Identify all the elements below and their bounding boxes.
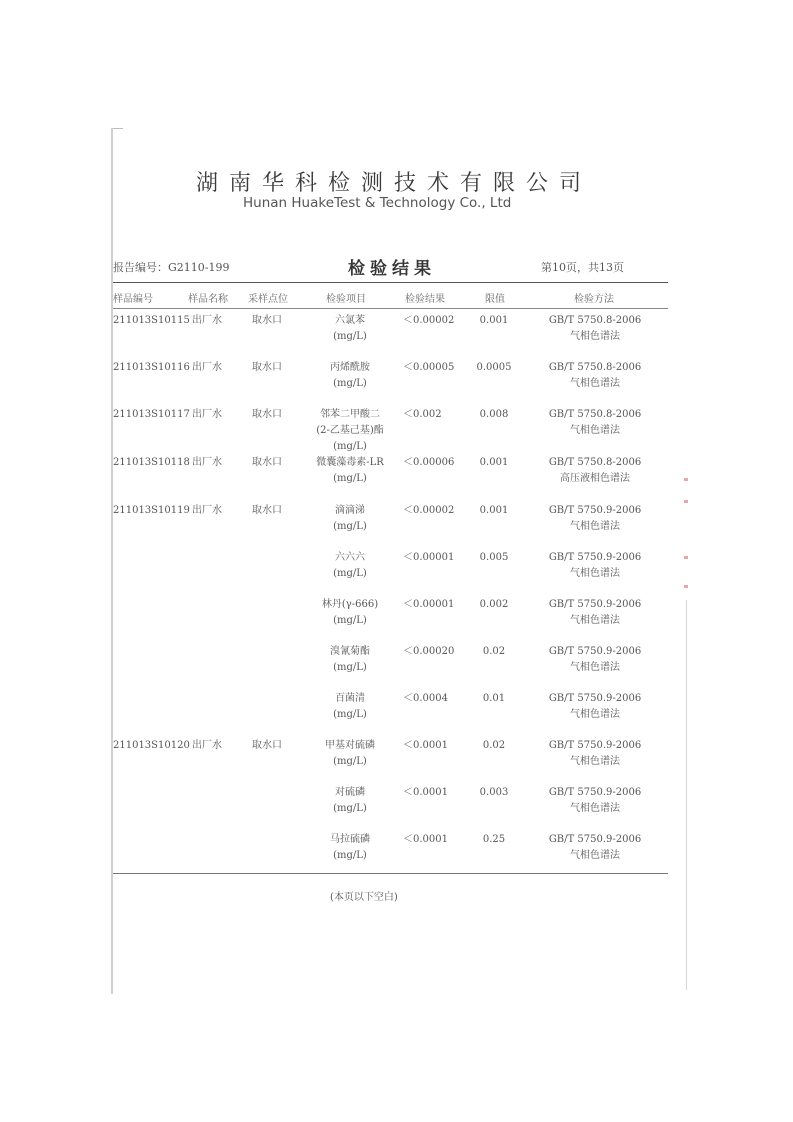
column-header-sample-no: 样品编号 bbox=[113, 294, 153, 305]
cell-test-item: (mg/L) bbox=[333, 331, 367, 342]
column-header-limit: 限值 bbox=[485, 294, 505, 305]
cell-test-item: 滴滴涕 bbox=[335, 505, 365, 516]
company-name-english: Hunan HuakeTest & Technology Co., Ltd bbox=[243, 195, 512, 211]
column-header-test-method: 检验方法 bbox=[574, 294, 614, 305]
cell-test-result: ＜0.0004 bbox=[403, 693, 448, 704]
cell-test-item: 六氯苯 bbox=[335, 315, 365, 326]
cell-sample-name: 出厂水 bbox=[192, 315, 222, 326]
cell-test-method: GB/T 5750.8-2006 bbox=[548, 409, 642, 420]
cell-test-item: (mg/L) bbox=[333, 378, 367, 389]
cell-test-method: GB/T 5750.8-2006 bbox=[548, 315, 642, 326]
cell-test-result: ＜0.00002 bbox=[403, 315, 455, 326]
cell-test-item: 邻苯二甲酸二 bbox=[320, 409, 380, 420]
cell-test-item: (mg/L) bbox=[333, 441, 367, 452]
cell-test-item: 马拉硫磷 bbox=[330, 834, 370, 845]
cell-sample-name: 出厂水 bbox=[192, 457, 222, 468]
cell-test-method: GB/T 5750.9-2006 bbox=[548, 740, 642, 751]
cell-limit: 0.25 bbox=[482, 834, 506, 845]
cell-limit: 0.002 bbox=[479, 599, 509, 610]
cell-sampling-point: 取水口 bbox=[252, 409, 282, 420]
cell-test-method: GB/T 5750.9-2006 bbox=[548, 646, 642, 657]
cell-test-method: 气相色谱法 bbox=[570, 378, 620, 389]
cell-test-item: 丙烯酰胺 bbox=[330, 362, 370, 373]
cell-test-item: (mg/L) bbox=[333, 662, 367, 673]
red-stamp-mark bbox=[684, 556, 688, 559]
cell-limit: 0.001 bbox=[479, 315, 509, 326]
cell-test-result: ＜0.00020 bbox=[403, 646, 455, 657]
cell-test-result: ＜0.00001 bbox=[403, 552, 455, 563]
blank-below-note: (本页以下空白) bbox=[330, 892, 398, 903]
cell-test-method: 气相色谱法 bbox=[570, 521, 620, 532]
table-header-rule bbox=[113, 308, 668, 309]
cell-test-result: ＜0.00001 bbox=[403, 599, 455, 610]
red-stamp-mark bbox=[684, 500, 688, 503]
cell-test-method: 气相色谱法 bbox=[570, 803, 620, 814]
cell-test-method: GB/T 5750.9-2006 bbox=[548, 787, 642, 798]
page-edge-left bbox=[111, 128, 113, 994]
cell-limit: 0.003 bbox=[479, 787, 509, 798]
column-header-test-result: 检验结果 bbox=[405, 294, 445, 305]
cell-limit: 0.0005 bbox=[476, 362, 512, 373]
cell-limit: 0.02 bbox=[482, 646, 506, 657]
cell-test-method: GB/T 5750.8-2006 bbox=[548, 362, 642, 373]
cell-test-item: (mg/L) bbox=[333, 850, 367, 861]
table-bottom-rule bbox=[113, 873, 668, 874]
cell-limit: 0.01 bbox=[482, 693, 506, 704]
cell-test-item: (mg/L) bbox=[333, 709, 367, 720]
cell-test-method: 气相色谱法 bbox=[570, 709, 620, 720]
cell-test-method: 气相色谱法 bbox=[570, 425, 620, 436]
cell-test-method: 高压液相色谱法 bbox=[560, 473, 630, 484]
cell-test-item: 百菌清 bbox=[335, 693, 365, 704]
cell-test-item: 溴氰菊酯 bbox=[330, 646, 370, 657]
cell-test-result: ＜0.00006 bbox=[403, 457, 455, 468]
cell-test-method: GB/T 5750.9-2006 bbox=[548, 599, 642, 610]
table-top-rule bbox=[113, 282, 668, 283]
cell-test-result: ＜0.0001 bbox=[403, 740, 448, 751]
cell-limit: 0.02 bbox=[482, 740, 506, 751]
cell-sample-no: 211013S10118 bbox=[113, 457, 190, 468]
cell-limit: 0.001 bbox=[479, 505, 509, 516]
cell-test-method: 气相色谱法 bbox=[570, 331, 620, 342]
cell-test-item: 对硫磷 bbox=[335, 787, 365, 798]
cell-sample-name: 出厂水 bbox=[192, 409, 222, 420]
cell-test-item: (mg/L) bbox=[333, 803, 367, 814]
cell-test-method: 气相色谱法 bbox=[570, 756, 620, 767]
cell-test-item: (mg/L) bbox=[333, 521, 367, 532]
cell-test-result: ＜0.0001 bbox=[403, 834, 448, 845]
cell-test-item: (mg/L) bbox=[333, 473, 367, 484]
cell-test-method: 气相色谱法 bbox=[570, 568, 620, 579]
cell-sample-no: 211013S10117 bbox=[113, 409, 190, 420]
cell-test-item: 甲基对硫磷 bbox=[325, 740, 375, 751]
red-stamp-mark bbox=[684, 478, 688, 481]
document-title: 检验结果 bbox=[348, 259, 436, 279]
cell-test-result: ＜0.00005 bbox=[403, 362, 455, 373]
cell-test-method: GB/T 5750.9-2006 bbox=[548, 552, 642, 563]
cell-limit: 0.005 bbox=[479, 552, 509, 563]
red-stamp-mark bbox=[684, 585, 688, 588]
cell-test-result: ＜0.002 bbox=[403, 409, 442, 420]
cell-limit: 0.001 bbox=[479, 457, 509, 468]
cell-test-item: (mg/L) bbox=[333, 615, 367, 626]
cell-sampling-point: 取水口 bbox=[252, 362, 282, 373]
cell-sample-no: 211013S10115 bbox=[113, 315, 190, 326]
page-edge-right bbox=[686, 600, 687, 990]
cell-test-item: (2-乙基己基)酯 bbox=[316, 425, 384, 436]
cell-test-item: 林丹(γ-666) bbox=[321, 599, 379, 610]
cell-sample-name: 出厂水 bbox=[192, 362, 222, 373]
cell-sample-no: 211013S10120 bbox=[113, 740, 190, 751]
cell-test-method: 气相色谱法 bbox=[570, 615, 620, 626]
cell-sample-name: 出厂水 bbox=[192, 740, 222, 751]
cell-sample-no: 211013S10119 bbox=[113, 505, 190, 516]
cell-test-item: 六六六 bbox=[335, 552, 365, 563]
cell-sample-no: 211013S10116 bbox=[113, 362, 190, 373]
cell-test-method: 气相色谱法 bbox=[570, 850, 620, 861]
page-info: 第10页，共13页 bbox=[541, 261, 624, 274]
cell-test-method: GB/T 5750.9-2006 bbox=[548, 834, 642, 845]
cell-test-result: ＜0.00002 bbox=[403, 505, 455, 516]
cell-test-item: 微囊藻毒素-LR bbox=[316, 457, 384, 468]
cell-sampling-point: 取水口 bbox=[252, 315, 282, 326]
page-edge-top bbox=[113, 128, 123, 129]
cell-test-item: (mg/L) bbox=[333, 756, 367, 767]
report-number: 报告编号：G2110-199 bbox=[113, 261, 230, 274]
column-header-sample-name: 样品名称 bbox=[188, 294, 228, 305]
column-header-sampling-point: 采样点位 bbox=[248, 294, 288, 305]
cell-test-method: GB/T 5750.8-2006 bbox=[548, 457, 642, 468]
cell-test-item: (mg/L) bbox=[333, 568, 367, 579]
cell-test-method: GB/T 5750.9-2006 bbox=[548, 693, 642, 704]
cell-test-result: ＜0.0001 bbox=[403, 787, 448, 798]
cell-sample-name: 出厂水 bbox=[192, 505, 222, 516]
company-name-chinese: 湖南华科检测技术有限公司 bbox=[196, 171, 593, 196]
cell-test-method: GB/T 5750.9-2006 bbox=[548, 505, 642, 516]
cell-sampling-point: 取水口 bbox=[252, 505, 282, 516]
cell-sampling-point: 取水口 bbox=[252, 457, 282, 468]
cell-sampling-point: 取水口 bbox=[252, 740, 282, 751]
cell-test-method: 气相色谱法 bbox=[570, 662, 620, 673]
cell-limit: 0.008 bbox=[479, 409, 509, 420]
column-header-test-item: 检验项目 bbox=[326, 294, 366, 305]
